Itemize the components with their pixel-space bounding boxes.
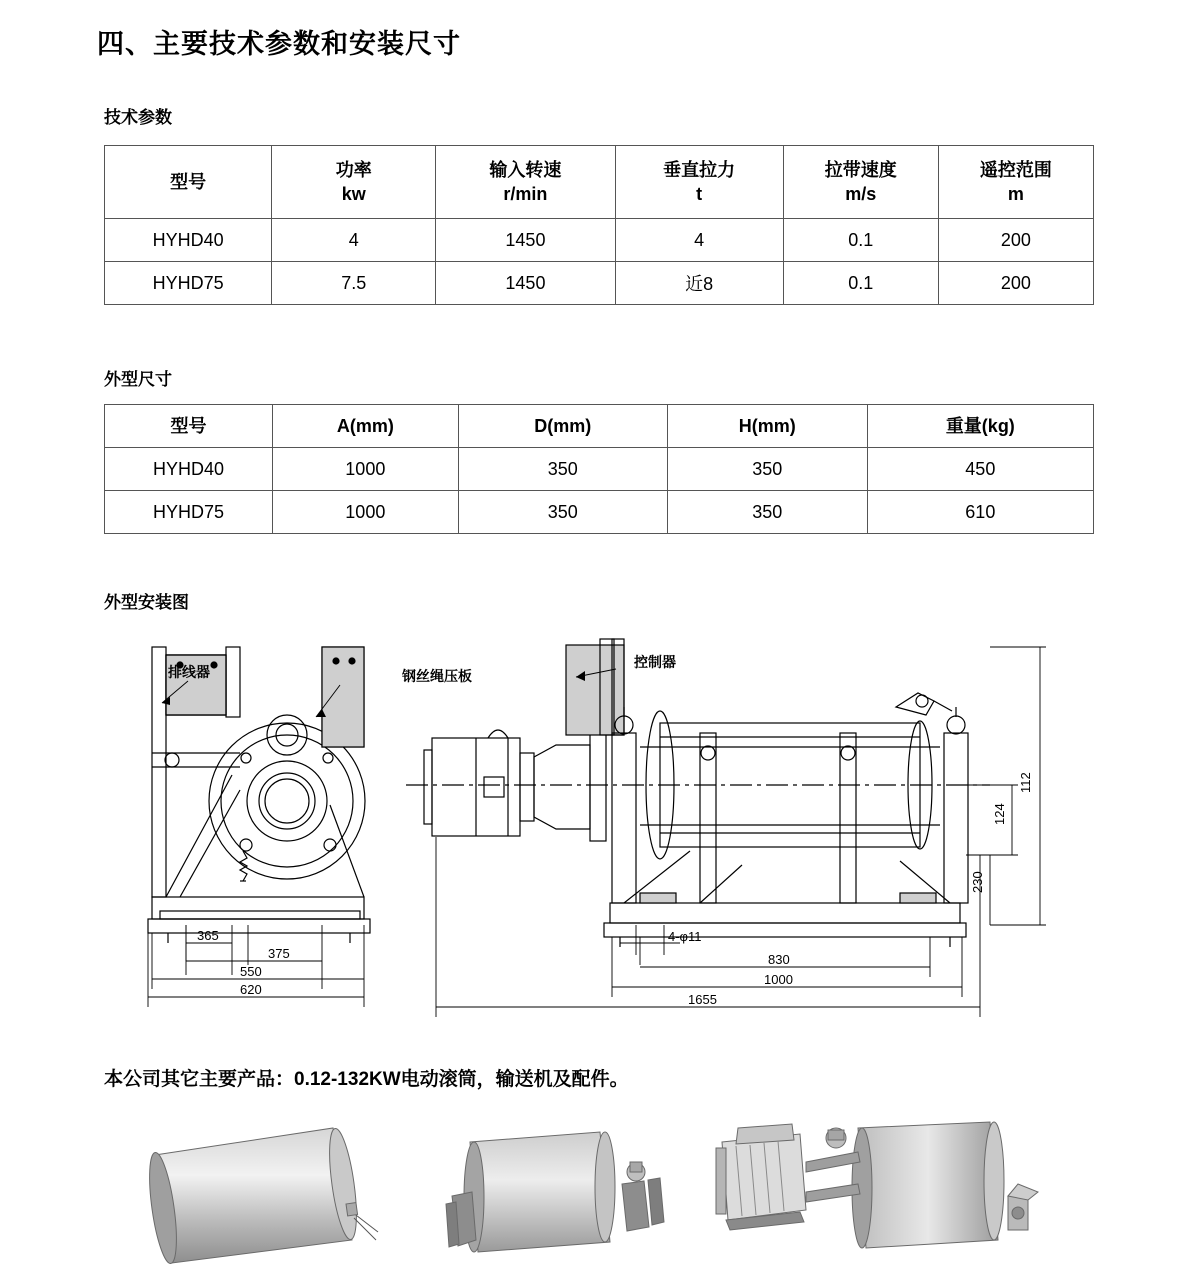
cell-model: HYHD75 (105, 491, 273, 534)
product-photos (0, 1100, 1200, 1265)
th-weight: 重量(kg) (867, 405, 1093, 448)
cell-weight: 450 (867, 448, 1093, 491)
cell-d: 350 (458, 491, 667, 534)
dim-830: 830 (768, 952, 790, 967)
footer-note: 本公司其它主要产品：0.12-132KW电动滚筒，输送机及配件。 (104, 1069, 629, 1090)
table-row (105, 219, 1094, 262)
cell-input-speed: 1450 (436, 219, 615, 262)
product-image-drum-with-brackets (446, 1132, 664, 1252)
cell-d: 350 (458, 448, 667, 491)
cell-power: 4 (272, 219, 436, 262)
th-model (105, 146, 272, 219)
th-d: D(mm) (458, 405, 667, 448)
dim-230: 230 (970, 871, 985, 893)
callout-kong-zhi-qi: 控制器 (634, 654, 676, 670)
cell-h: 350 (667, 448, 867, 491)
cell-input-speed: 1450 (436, 262, 615, 305)
table-row (105, 448, 1094, 491)
th-remote-range-name: 遥控范围 (979, 159, 1052, 180)
caption-installation-drawing: 外型安装图 (104, 593, 189, 612)
dim-365: 365 (197, 928, 219, 943)
cell-weight: 610 (867, 491, 1093, 534)
callout-gang-si-sheng-ya-ban: 钢丝绳压板 (402, 668, 472, 684)
th-belt-speed-unit: m/s (845, 184, 877, 204)
callout-pai-xian-qi: 排线器 (168, 664, 210, 680)
cell-model: HYHD40 (105, 448, 273, 491)
table-header-row (105, 405, 1094, 448)
cell-vertical-pull: 近8 (615, 262, 783, 305)
th-vertical-pull-unit: t (696, 184, 703, 204)
cell-belt-speed: 0.1 (783, 262, 938, 305)
cell-power: 7.5 (272, 262, 436, 305)
page-title: 四、主要技术参数和安装尺寸 (97, 29, 461, 59)
dim-1000: 1000 (764, 972, 793, 987)
dim-375: 375 (268, 946, 290, 961)
cell-remote-range: 200 (938, 262, 1093, 305)
cell-a: 1000 (272, 491, 458, 534)
dim-124: 124 (992, 803, 1007, 825)
dim-550: 550 (240, 964, 262, 979)
th-belt-speed-name: 拉带速度 (824, 159, 897, 180)
dim-620: 620 (240, 982, 262, 997)
th-power (272, 146, 436, 219)
cell-vertical-pull: 4 (615, 219, 783, 262)
th-h: H(mm) (667, 405, 867, 448)
cell-belt-speed: 0.1 (783, 219, 938, 262)
th-model: 型号 (105, 405, 273, 448)
th-power-unit: kw (341, 184, 366, 204)
th-vertical-pull (615, 146, 783, 219)
cell-a: 1000 (272, 448, 458, 491)
dimensions-table (104, 404, 1094, 534)
table-row (105, 491, 1094, 534)
th-remote-range-unit: m (1007, 184, 1024, 204)
cell-h: 350 (667, 491, 867, 534)
th-input-speed (436, 146, 615, 219)
th-model-name: 型号 (170, 171, 207, 192)
dim-1655: 1655 (688, 992, 717, 1007)
product-image-motorized-drum (144, 1127, 378, 1265)
installation-drawing (0, 625, 1200, 1045)
table-header-row (105, 146, 1094, 219)
tech-params-table (104, 145, 1094, 305)
dim-4-phi-11: 4-φ11 (668, 929, 702, 944)
caption-dimensions: 外型尺寸 (104, 370, 172, 389)
th-vertical-pull-name: 垂直拉力 (663, 159, 736, 180)
th-a: A(mm) (272, 405, 458, 448)
product-image-motor-drum-assembly (716, 1122, 1038, 1248)
th-input-speed-name: 输入转速 (489, 159, 562, 180)
th-power-name: 功率 (335, 159, 372, 180)
table-row (105, 262, 1094, 305)
cell-model: HYHD75 (105, 262, 272, 305)
cell-model: HYHD40 (105, 219, 272, 262)
th-remote-range (938, 146, 1093, 219)
cell-remote-range: 200 (938, 219, 1093, 262)
th-input-speed-unit: r/min (503, 184, 548, 204)
th-belt-speed (783, 146, 938, 219)
caption-tech-params: 技术参数 (104, 108, 172, 127)
dim-112: 112 (1018, 772, 1033, 793)
